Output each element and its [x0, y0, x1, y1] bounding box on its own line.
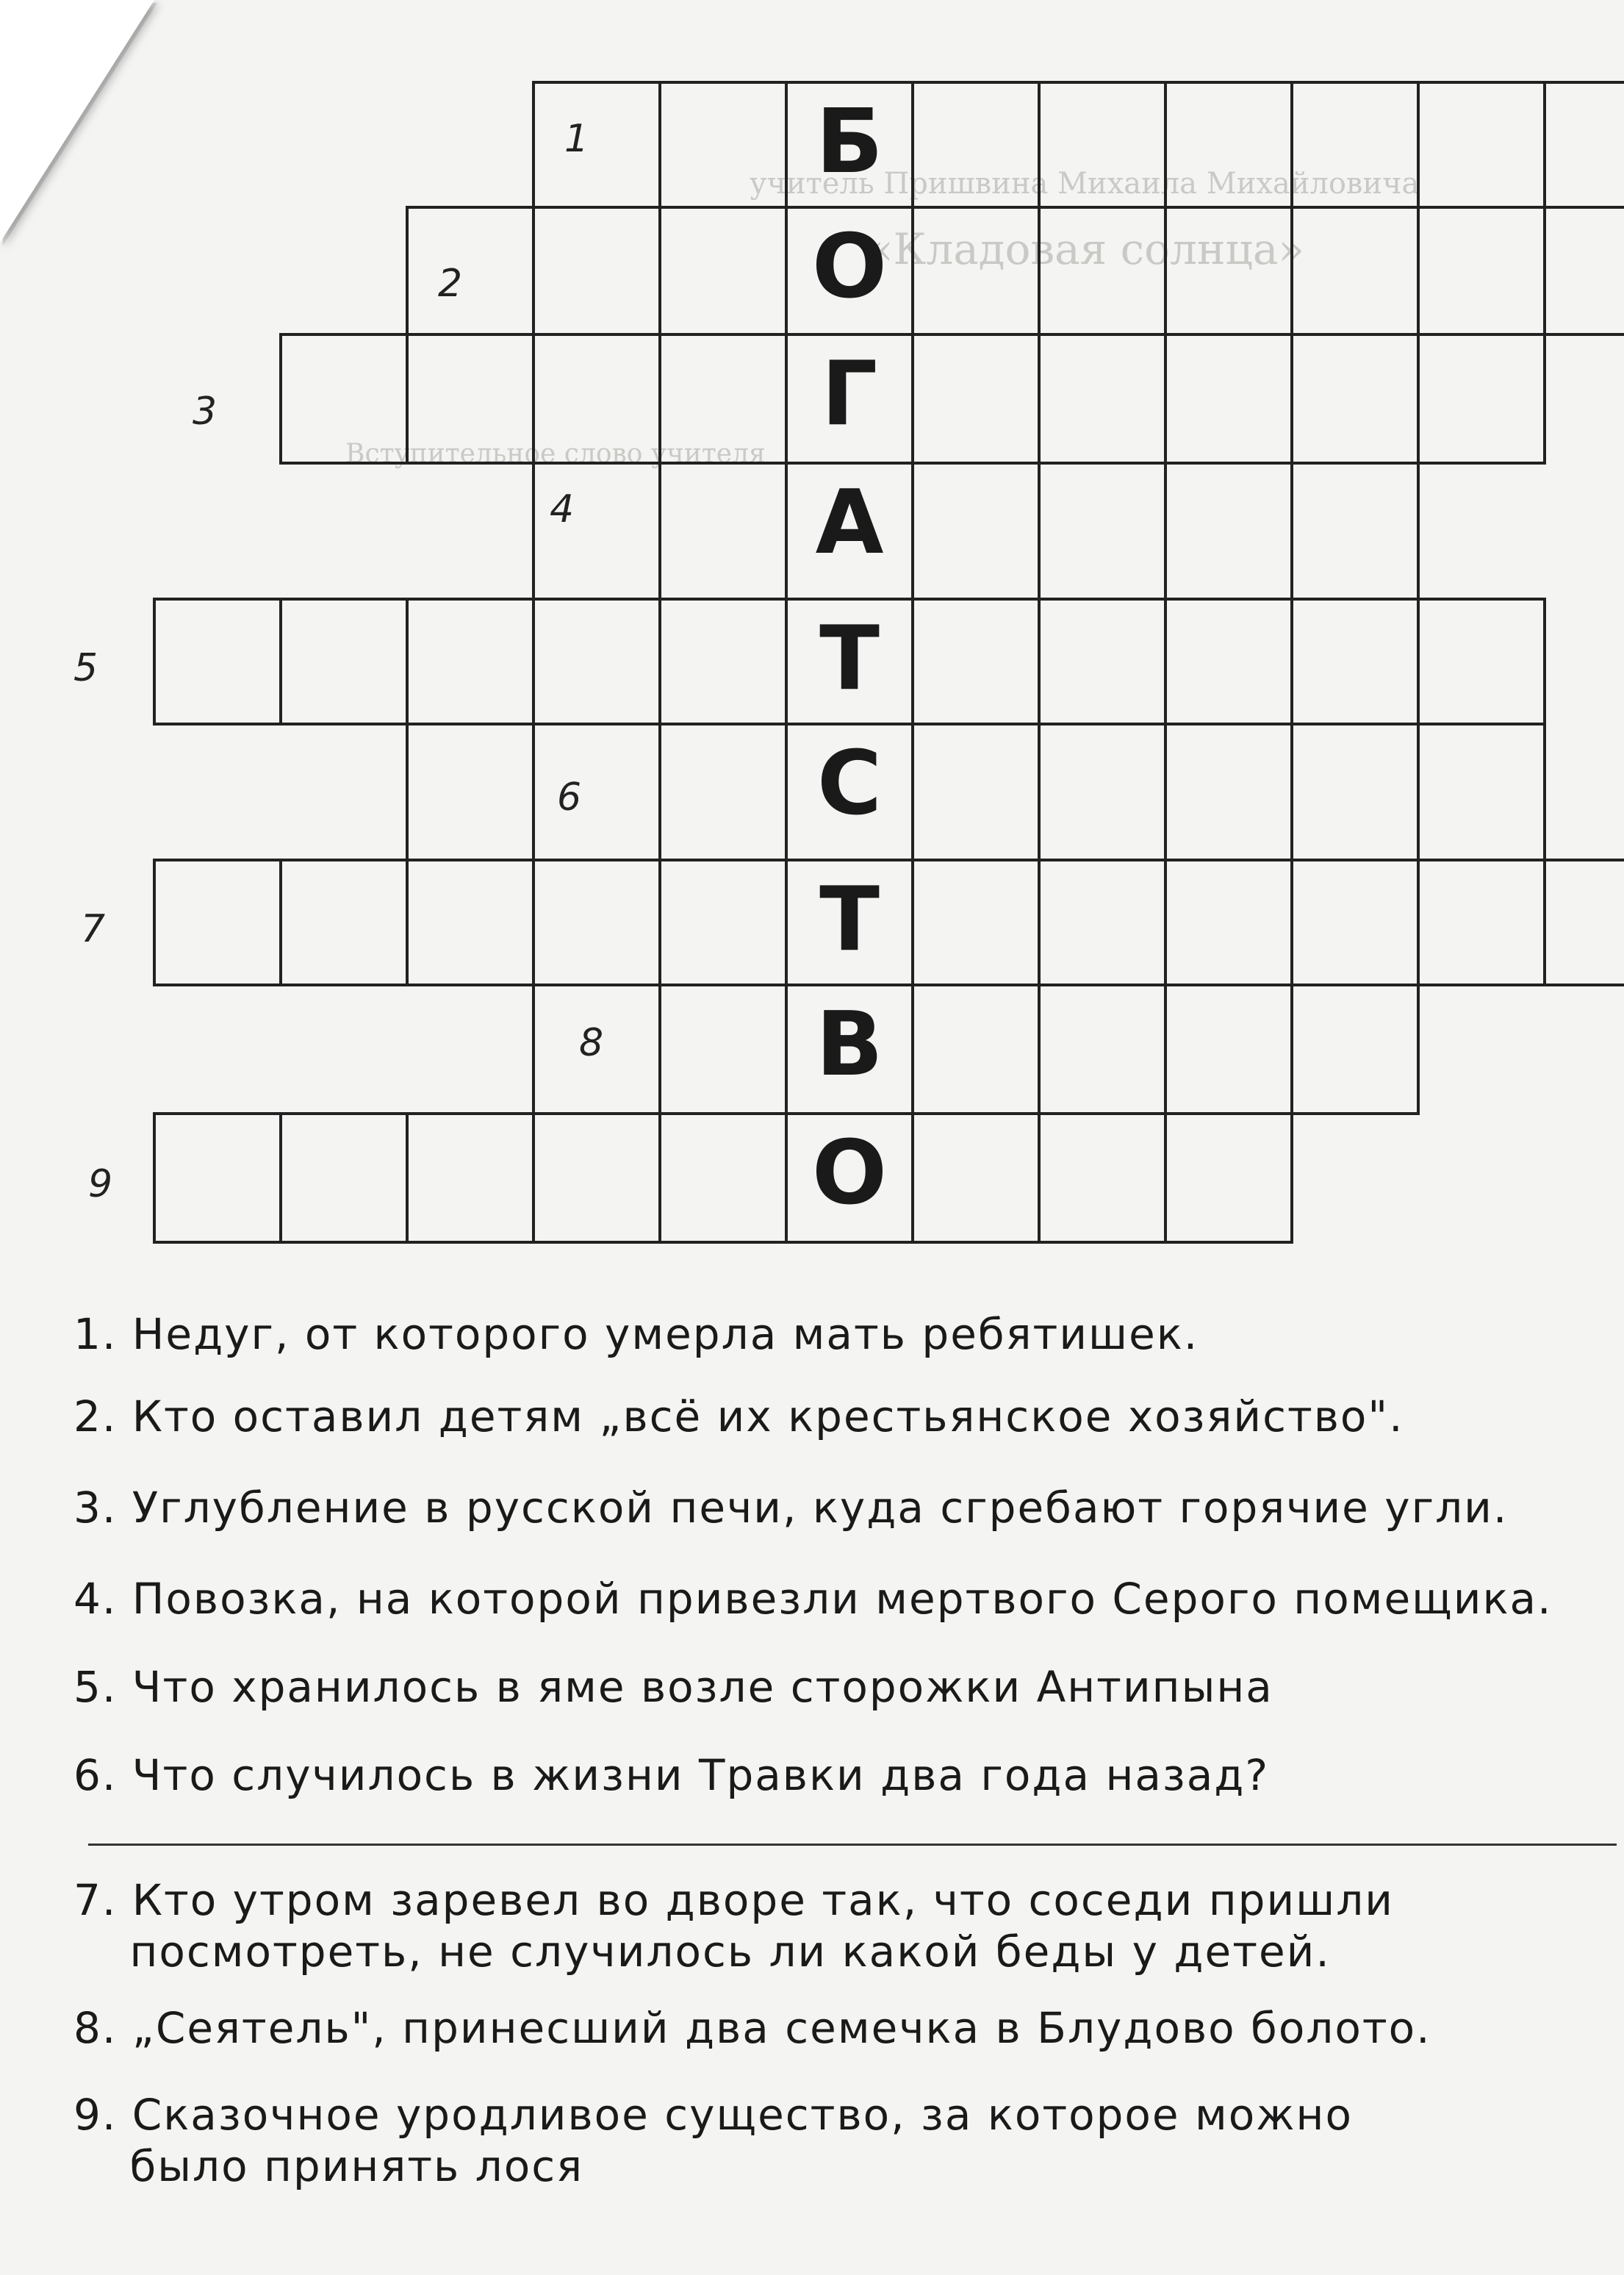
grid-cell	[1039, 82, 1165, 207]
clue-text: Кто утром заревел во дворе так, что соседи пришли	[132, 1875, 1394, 1925]
grid-cell	[1418, 860, 1545, 985]
grid-cell	[1039, 1114, 1165, 1242]
grid-cell	[1165, 860, 1292, 985]
clue-9	[73, 2089, 1587, 2192]
grid-cell	[407, 334, 533, 463]
row-number: 3	[193, 389, 218, 434]
clue-text: Углубление в русской печи, куда сгребают горячие угли.	[132, 1483, 1509, 1533]
grid-cell	[1418, 207, 1545, 334]
grid-cell	[154, 1114, 281, 1242]
grid-cell	[913, 463, 1039, 599]
clue-number: 5.	[73, 1662, 118, 1712]
grid-cell	[1292, 82, 1418, 207]
grid-cell	[1039, 207, 1165, 334]
grid-cell	[660, 724, 786, 860]
keyword-letter: А	[815, 472, 884, 574]
grid-cell	[154, 860, 281, 985]
grid-cell	[660, 860, 786, 985]
grid-cell	[281, 1114, 407, 1242]
clue-2	[73, 1391, 1587, 1442]
grid-cell	[660, 82, 786, 207]
grid-cell	[1165, 463, 1292, 599]
clue-text: Что случилось в жизни Травки два года назад?	[132, 1750, 1270, 1800]
grid-cell	[660, 1114, 786, 1242]
grid-cell	[1165, 1114, 1292, 1242]
grid-cell	[1292, 985, 1418, 1114]
grid-cell	[913, 599, 1039, 724]
bleed-through-line: учитель Пришвина Михаила Михайловича	[750, 167, 1420, 201]
clue-number: 1.	[73, 1309, 118, 1359]
clue-5	[73, 1661, 1587, 1713]
grid-cell	[533, 82, 660, 207]
grid-cell	[1039, 985, 1165, 1114]
grid-cell	[660, 207, 786, 334]
grid-cell	[533, 334, 660, 463]
clue-number: 7.	[73, 1875, 118, 1925]
clue-text-continued: было принять лося	[129, 2141, 583, 2191]
clue-1	[73, 1308, 1587, 1360]
grid-cell	[281, 860, 407, 985]
grid-cell	[407, 207, 533, 334]
clue-text: Что хранилось в яме возле сторожки Антипына	[132, 1662, 1273, 1712]
clue-3	[73, 1482, 1587, 1533]
clue-text: Недуг, от которого умерла мать ребятишек.	[132, 1309, 1199, 1359]
grid-cell	[1292, 599, 1418, 724]
clue-number: 2.	[73, 1391, 118, 1441]
grid-cell	[1039, 334, 1165, 463]
grid-cell	[281, 599, 407, 724]
grid-cell	[1039, 599, 1165, 724]
clue-number: 3.	[73, 1483, 118, 1533]
keyword-letter: Б	[816, 91, 883, 193]
grid-cell	[533, 599, 660, 724]
grid-cell	[1418, 82, 1545, 207]
row-number: 1	[564, 117, 589, 161]
row-number: 6	[557, 775, 582, 820]
grid-cell	[1292, 207, 1418, 334]
row-number: 2	[438, 261, 463, 306]
row-number: 5	[73, 646, 98, 690]
grid-cell	[913, 334, 1039, 463]
grid-cell	[407, 860, 533, 985]
separator-line	[88, 1844, 1617, 1846]
grid-cell	[1545, 207, 1624, 334]
grid-cell	[1165, 724, 1292, 860]
grid-cell	[1418, 724, 1545, 860]
grid-cell	[533, 1114, 660, 1242]
grid-cell	[913, 724, 1039, 860]
keyword-letter: Т	[819, 608, 880, 710]
clue-number: 6.	[73, 1750, 118, 1800]
clue-text-continued: посмотреть, не случилось ли какой беды у детей.	[129, 1927, 1331, 1977]
bleed-through-line: Вступительное слово учителя	[345, 439, 766, 469]
clue-number: 9.	[73, 2090, 118, 2140]
grid-cell	[154, 599, 281, 724]
keyword-letter: Г	[821, 343, 878, 445]
grid-cell	[1418, 599, 1545, 724]
clue-6	[73, 1749, 1587, 1801]
grid-cell	[913, 860, 1039, 985]
row-number: 7	[81, 907, 106, 951]
grid-cell	[533, 724, 660, 860]
grid-cell	[407, 1114, 533, 1242]
grid-cell	[533, 207, 660, 334]
clue-7	[73, 1874, 1587, 1977]
grid-cell	[1418, 334, 1545, 463]
grid-cell	[1545, 82, 1624, 207]
row-number: 4	[550, 487, 575, 531]
grid-cell	[1165, 82, 1292, 207]
row-number: 9	[88, 1162, 113, 1206]
grid-cell	[913, 985, 1039, 1114]
clue-text: Сказочное уродливое существо, за которое можно	[132, 2090, 1353, 2140]
grid-cell	[1292, 463, 1418, 599]
bleed-through-title: «Кладовая солнца»	[867, 224, 1304, 274]
grid-cell	[660, 985, 786, 1114]
grid-cell	[1292, 724, 1418, 860]
clue-text: Повозка, на которой привезли мертвого Серого помещика.	[132, 1574, 1553, 1624]
grid-cell	[533, 860, 660, 985]
keyword-letter: О	[811, 216, 887, 318]
grid-cell	[913, 82, 1039, 207]
clue-text: Кто оставил детям „всё их крестьянское хозяйство".	[132, 1391, 1404, 1441]
clue-4	[73, 1573, 1587, 1624]
grid-cell	[1292, 334, 1418, 463]
grid-cell	[660, 334, 786, 463]
grid-cell	[1545, 860, 1624, 985]
grid-cell	[913, 207, 1039, 334]
clue-number: 8.	[73, 2003, 118, 2053]
keyword-letter: О	[811, 1122, 887, 1225]
grid-cell	[1039, 724, 1165, 860]
grid-cell	[660, 463, 786, 599]
grid-cell	[660, 599, 786, 724]
grid-cell	[1165, 207, 1292, 334]
row-number: 8	[579, 1020, 604, 1065]
grid-cell	[281, 334, 407, 463]
grid-cell	[1165, 985, 1292, 1114]
clue-text: „Сеятель", принесший два семечка в Блудово болото.	[132, 2003, 1431, 2053]
keyword-letter: С	[816, 733, 883, 835]
grid-cell	[407, 724, 533, 860]
grid-cell	[1292, 860, 1418, 985]
keyword-letter: Т	[819, 869, 880, 971]
grid-cell	[407, 599, 533, 724]
grid-cell	[1039, 860, 1165, 985]
clue-8	[73, 2002, 1587, 2054]
keyword-letter: В	[816, 994, 883, 1096]
grid-cell	[913, 1114, 1039, 1242]
grid-cell	[1165, 334, 1292, 463]
clue-number: 4.	[73, 1574, 118, 1624]
grid-cell	[1039, 463, 1165, 599]
grid-cell	[1165, 599, 1292, 724]
